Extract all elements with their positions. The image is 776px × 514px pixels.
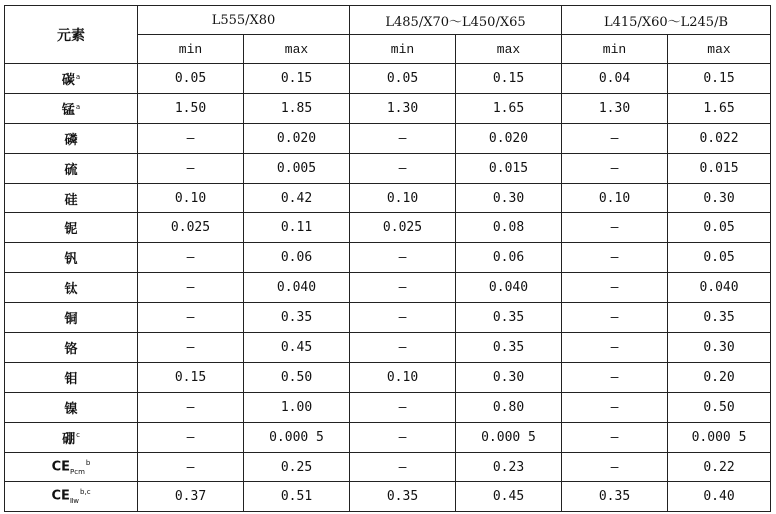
max-value-cell: 0.51: [244, 482, 350, 512]
table-row: [5, 64, 771, 94]
min-value-cell: —: [350, 243, 456, 273]
element-cell: [5, 93, 138, 123]
max-value-cell: 0.015: [668, 153, 771, 183]
min-value-cell: —: [138, 422, 244, 452]
element-cell: [5, 482, 138, 512]
max-value-cell: 0.05: [668, 213, 771, 243]
min-value-cell: —: [562, 303, 668, 333]
max-value-cell: 0.06: [244, 243, 350, 273]
max-value-cell: 0.35: [668, 303, 771, 333]
element-cell: [5, 213, 138, 243]
max-value-cell: 0.015: [456, 153, 562, 183]
max-header: max: [668, 35, 771, 64]
table-row: [5, 273, 771, 303]
max-value-cell: 0.45: [244, 333, 350, 363]
max-value-cell: 1.85: [244, 93, 350, 123]
element-cell: [5, 273, 138, 303]
element-cell: [5, 153, 138, 183]
max-value-cell: 0.08: [456, 213, 562, 243]
element-name: 钒: [64, 252, 78, 268]
element-name: 铜: [64, 312, 78, 328]
table-row: [5, 482, 771, 512]
element-name: 铬: [64, 341, 78, 357]
table-body: [5, 64, 771, 512]
composition-table: [4, 5, 771, 512]
footnote-marker: c: [76, 431, 80, 440]
min-value-cell: —: [562, 422, 668, 452]
footnote-marker: a: [75, 102, 81, 111]
min-value-cell: 1.30: [562, 93, 668, 123]
min-value-cell: 0.025: [350, 213, 456, 243]
max-value-cell: 0.50: [668, 392, 771, 422]
element-name: 钼: [64, 371, 78, 387]
grade-group-header: L485/X70～L450/X65: [350, 6, 562, 35]
max-value-cell: 0.06: [456, 243, 562, 273]
min-value-cell: 0.10: [138, 183, 244, 213]
min-value-cell: 0.10: [350, 362, 456, 392]
max-value-cell: 0.30: [456, 183, 562, 213]
max-value-cell: 0.022: [668, 123, 771, 153]
table-row: [5, 183, 771, 213]
element-cell: [5, 452, 138, 482]
grade-group-header: L415/X60～L245/B: [562, 6, 771, 35]
min-value-cell: 1.30: [350, 93, 456, 123]
element-name: 硫: [64, 162, 78, 178]
element-cell: [5, 362, 138, 392]
max-value-cell: 0.005: [244, 153, 350, 183]
min-value-cell: —: [138, 452, 244, 482]
max-value-cell: 0.45: [456, 482, 562, 512]
min-value-cell: —: [138, 333, 244, 363]
max-value-cell: 0.040: [244, 273, 350, 303]
table-row: [5, 303, 771, 333]
element-cell: [5, 422, 138, 452]
element-name: 硼: [62, 431, 76, 447]
element-cell: [5, 333, 138, 363]
max-value-cell: 0.25: [244, 452, 350, 482]
max-value-cell: 0.30: [456, 362, 562, 392]
table-row: [5, 362, 771, 392]
element-name: CE: [51, 488, 70, 504]
header-row: [5, 6, 771, 35]
max-value-cell: 0.05: [668, 243, 771, 273]
element-name: 碳: [61, 72, 75, 88]
min-value-cell: 0.04: [562, 64, 668, 94]
max-value-cell: 0.23: [456, 452, 562, 482]
table-row: [5, 153, 771, 183]
max-value-cell: 1.65: [456, 93, 562, 123]
element-subscript: Ⅱw: [69, 497, 80, 506]
max-value-cell: 1.00: [244, 392, 350, 422]
min-value-cell: —: [562, 333, 668, 363]
min-header: min: [562, 35, 668, 64]
max-value-cell: 0.40: [668, 482, 771, 512]
min-value-cell: 0.10: [350, 183, 456, 213]
max-value-cell: 0.000 5: [244, 422, 350, 452]
min-value-cell: 0.025: [138, 213, 244, 243]
min-value-cell: —: [562, 123, 668, 153]
min-value-cell: —: [350, 452, 456, 482]
min-value-cell: —: [350, 123, 456, 153]
min-value-cell: —: [350, 392, 456, 422]
min-value-cell: —: [350, 303, 456, 333]
min-header: min: [138, 35, 244, 64]
element-cell: [5, 183, 138, 213]
min-value-cell: —: [138, 392, 244, 422]
element-name: 钛: [64, 282, 78, 298]
min-value-cell: 0.35: [350, 482, 456, 512]
max-value-cell: 0.020: [244, 123, 350, 153]
min-value-cell: —: [138, 273, 244, 303]
element-name: 硅: [64, 192, 78, 208]
min-value-cell: —: [138, 153, 244, 183]
max-value-cell: 0.50: [244, 362, 350, 392]
min-value-cell: —: [562, 452, 668, 482]
min-value-cell: 1.50: [138, 93, 244, 123]
min-value-cell: —: [350, 422, 456, 452]
min-value-cell: —: [562, 243, 668, 273]
table-row: [5, 452, 771, 482]
max-value-cell: 0.30: [668, 333, 771, 363]
min-value-cell: 0.35: [562, 482, 668, 512]
element-subscript: Pcm: [70, 467, 85, 476]
element-cell: [5, 123, 138, 153]
min-value-cell: —: [562, 213, 668, 243]
element-cell: [5, 243, 138, 273]
table-row: [5, 123, 771, 153]
min-value-cell: —: [138, 243, 244, 273]
min-value-cell: 0.05: [350, 64, 456, 94]
element-name: 锰: [61, 102, 75, 118]
min-value-cell: 0.10: [562, 183, 668, 213]
min-value-cell: —: [562, 273, 668, 303]
min-value-cell: —: [138, 303, 244, 333]
max-value-cell: 0.80: [456, 392, 562, 422]
min-value-cell: 0.05: [138, 64, 244, 94]
table-row: [5, 93, 771, 123]
min-value-cell: 0.15: [138, 362, 244, 392]
footnote-marker: b,c: [80, 488, 91, 497]
max-value-cell: 0.20: [668, 362, 771, 392]
max-value-cell: 0.000 5: [456, 422, 562, 452]
table-row: [5, 422, 771, 452]
table-row: [5, 392, 771, 422]
max-value-cell: 0.020: [456, 123, 562, 153]
element-cell: [5, 392, 138, 422]
element-name: CE: [51, 458, 71, 474]
element-column-header: 元素: [5, 6, 138, 64]
element-name: 磷: [64, 132, 78, 148]
min-value-cell: 0.37: [138, 482, 244, 512]
element-name: 铌: [64, 222, 78, 238]
max-value-cell: 0.11: [244, 213, 350, 243]
element-cell: [5, 303, 138, 333]
table-row: [5, 333, 771, 363]
max-value-cell: 0.35: [456, 333, 562, 363]
min-value-cell: —: [138, 123, 244, 153]
min-value-cell: —: [350, 333, 456, 363]
max-value-cell: 0.000 5: [668, 422, 771, 452]
max-value-cell: 1.65: [668, 93, 771, 123]
max-value-cell: 0.22: [668, 452, 771, 482]
min-value-cell: —: [562, 153, 668, 183]
element-cell: [5, 64, 138, 94]
max-value-cell: 0.040: [456, 273, 562, 303]
max-value-cell: 0.30: [668, 183, 771, 213]
max-value-cell: 0.040: [668, 273, 771, 303]
element-name: 镍: [64, 401, 78, 417]
max-value-cell: 0.15: [668, 64, 771, 94]
footnote-marker: a: [75, 72, 81, 81]
min-value-cell: —: [350, 273, 456, 303]
min-header: min: [350, 35, 456, 64]
max-value-cell: 0.35: [456, 303, 562, 333]
max-value-cell: 0.15: [244, 64, 350, 94]
grade-group-header: L555/X80: [138, 6, 350, 35]
footnote-marker: b: [85, 458, 91, 467]
table-row: [5, 213, 771, 243]
table-row: [5, 243, 771, 273]
min-value-cell: —: [562, 392, 668, 422]
max-header: max: [244, 35, 350, 64]
min-value-cell: —: [350, 153, 456, 183]
max-value-cell: 0.35: [244, 303, 350, 333]
max-value-cell: 0.42: [244, 183, 350, 213]
min-value-cell: —: [562, 362, 668, 392]
max-value-cell: 0.15: [456, 64, 562, 94]
max-header: max: [456, 35, 562, 64]
